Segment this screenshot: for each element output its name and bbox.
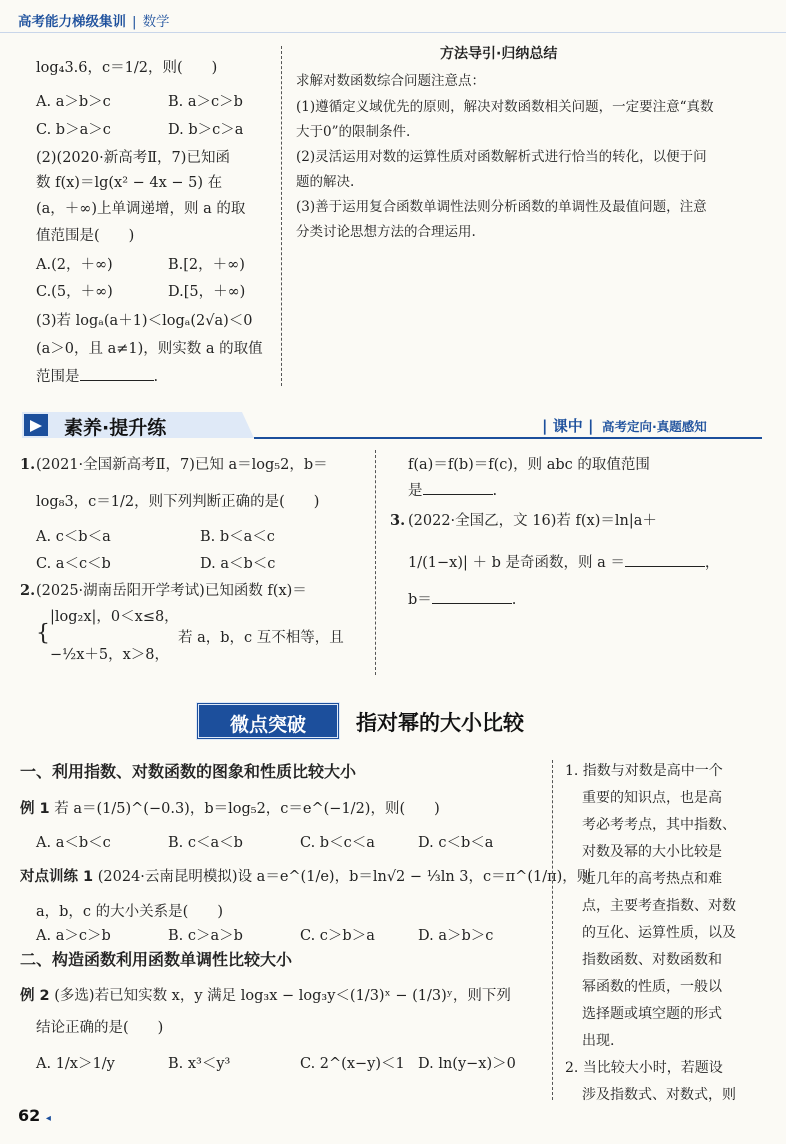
q2-line-1: (2025·湖南岳阳开学考试)已知函数 f(x)＝ <box>36 583 307 599</box>
page-header: 高考能力梯级集训 | 数学 <box>18 14 170 30</box>
q3-number: 3. <box>390 512 406 529</box>
lt-line-7: (a，＋∞)上单调递增，则 a 的取 <box>36 201 246 217</box>
example1 <box>20 799 440 819</box>
ex1-opt-b: B. c＜a＜b <box>168 835 243 851</box>
method-line-1: (1)遵循定义域优先的原则，解决对数函数相关问题，一定要注意“真数 <box>296 99 714 115</box>
lt-opt2-c: C.(5，＋∞) <box>36 284 113 300</box>
page-marker-icon: ◂ <box>45 1113 51 1124</box>
q3-line-3 <box>408 589 516 610</box>
page-number <box>18 1106 51 1125</box>
q1-opt-c: C. a＜c＜b <box>36 556 111 572</box>
column-divider-top <box>281 46 282 386</box>
q3-b-blank[interactable] <box>432 589 512 604</box>
method-line-4: 题的解决. <box>296 174 355 190</box>
ex1-opt-d: D. c＜b＜a <box>418 835 494 851</box>
q1-opt-d: D. a＜b＜c <box>200 556 276 572</box>
lt-line-8: 值范围是( ) <box>36 228 135 244</box>
side-note-10: 出现. <box>582 1033 615 1049</box>
q2-number: 2. <box>20 582 36 599</box>
q3-line-2 <box>408 552 719 573</box>
q1-line-1: (2021·全国新高考Ⅱ，7)已知 a＝log₅2，b＝ <box>36 457 328 473</box>
training1-label: 对点训练 1 <box>20 869 94 885</box>
lt-line-15 <box>36 366 158 387</box>
section1-heading: 一、利用指数、对数函数的图象和性质比较大小 <box>20 762 357 781</box>
side-note-3: 对数及幂的大小比较是 <box>582 844 722 860</box>
q2-line-2: 若 a，b，c 互不相等，且 <box>178 630 344 646</box>
q2-piece-1: |log₂x|，0＜x≤8， <box>50 609 179 625</box>
method-line-5: (3)善于运用复合函数单调性法则分析函数的单调性及最值问题，注意 <box>296 199 707 215</box>
side-note-4: 近几年的高考热点和难 <box>582 871 722 887</box>
lt-line-13: (3)若 logₐ(a＋1)＜logₐ(2√a)＜0 <box>36 313 253 329</box>
tr1-opt-c: C. c＞b＞a <box>300 928 375 944</box>
side-note-0: 1. 指数与对数是高中一个 <box>565 763 723 779</box>
lt-opt-d: D. b＞c＞a <box>168 122 244 138</box>
example2-text: (多选)若已知实数 x，y 满足 log₃x − log₃y＜(1/3)ˣ − (1/3)ʸ，则下列 <box>54 988 511 1004</box>
tr1-opt-b: B. c＞a＞b <box>168 928 243 944</box>
q3-period: . <box>511 592 517 608</box>
banner-tag-main-text: 课中 <box>552 417 583 435</box>
lt-opt-c: C. b＞a＞c <box>36 122 111 138</box>
tr1-opt-a: A. a＞c＞b <box>36 928 111 944</box>
training1 <box>20 867 591 887</box>
method-line-3: (2)灵活运用对数的运算性质对函数解析式进行恰当的转化，以便于问 <box>296 149 707 165</box>
lt-opt2-a: A.(2，＋∞) <box>36 257 113 273</box>
q2-shi: 是 <box>408 483 423 499</box>
subject-label: 数学 <box>142 14 170 30</box>
method-line-2: 大于0”的限制条件. <box>296 124 411 140</box>
ex1-opt-c: C. b＜c＜a <box>300 835 375 851</box>
side-note-8: 幂函数的性质，一般以 <box>582 979 722 995</box>
side-note-6: 的互化、运算性质，以及 <box>582 925 736 941</box>
micro-title: 指对幂的大小比较 <box>356 711 524 735</box>
method-title: 方法导引·归纳总结 <box>440 46 558 62</box>
q1-opt-b: B. b＜a＜c <box>200 529 275 545</box>
side-note-2: 考必考考点，其中指数、 <box>582 817 736 833</box>
column-divider-mid <box>375 450 376 675</box>
banner-tag-main: | 课中 | <box>542 417 594 435</box>
header-divider <box>0 32 786 33</box>
lt-period: . <box>153 369 159 385</box>
lt-line-14: (a＞0，且 a≠1)，则实数 a 的取值 <box>36 341 263 357</box>
ex2-opt-c: C. 2^(x−y)＜1 <box>300 1056 405 1072</box>
q3-comma: ， <box>704 555 720 571</box>
micro-badge <box>196 702 340 740</box>
method-line-0: 求解对数函数综合问题注意点： <box>296 73 485 89</box>
lt-line-5: (2)(2020·新高考Ⅱ，7)已知函 <box>36 150 230 166</box>
example1-label: 例 1 <box>20 801 50 817</box>
side-note-12: 涉及指数式、对数式，则 <box>582 1087 736 1103</box>
side-divider <box>552 760 553 1100</box>
side-note-1: 重要的知识点，也是高 <box>582 790 722 806</box>
q1-opt-a: A. c＜b＜a <box>36 529 111 545</box>
q3-text: 1/(1−x)| ＋ b 是奇函数，则 a ＝ <box>408 555 625 571</box>
q3-line-1: (2022·全国乙，文 16)若 f(x)＝ln|a＋ <box>408 513 657 529</box>
q2-cont-line-2 <box>408 480 497 501</box>
lt-range-label: 范围是 <box>36 369 80 385</box>
banner-title: 素养·提升练 <box>64 417 167 439</box>
piecewise-brace: { <box>36 621 50 646</box>
training1-line-2: a，b，c 的大小关系是( ) <box>36 904 223 920</box>
micro-badge-text: 微点突破 <box>229 714 306 736</box>
lt-line-0: log₄3.6，c＝1/2，则( ) <box>36 60 218 76</box>
lt-line-6: 数 f(x)＝lg(x² − 4x − 5) 在 <box>36 175 223 191</box>
book-title: 高考能力梯级集训 <box>18 14 126 30</box>
q2-piece-2: −½x＋5，x＞8， <box>50 647 170 663</box>
example2 <box>20 986 511 1006</box>
side-note-9: 选择题或填空题的形式 <box>582 1006 722 1022</box>
lt-opt2-d: D.[5，＋∞) <box>168 284 246 300</box>
side-note-5: 点，主要考查指数、对数 <box>582 898 736 914</box>
lt-opt-b: B. a＞c＞b <box>168 94 243 110</box>
lt-opt2-b: B.[2，＋∞) <box>168 257 245 273</box>
q2-answer-blank[interactable] <box>423 480 493 495</box>
banner-tag-sub: 高考定向·真题感知 <box>602 419 707 434</box>
answer-blank[interactable] <box>80 366 154 381</box>
ex2-opt-d: D. ln(y−x)＞0 <box>418 1056 516 1072</box>
q1-number: 1. <box>20 456 36 473</box>
q3-a-blank[interactable] <box>625 552 705 567</box>
side-note-11: 2. 当比较大小时，若题设 <box>565 1060 723 1076</box>
side-note-7: 指数函数、对数函数和 <box>582 952 722 968</box>
ex2-opt-a: A. 1/x＞1/y <box>36 1056 115 1072</box>
ex2-opt-b: B. x³＜y³ <box>168 1056 231 1072</box>
example2-line-2: 结论正确的是( ) <box>36 1020 164 1036</box>
q3-b-label: b＝ <box>408 592 432 608</box>
q2-period: . <box>492 483 498 499</box>
q1-line-2: log₈3，c＝1/2，则下列判断正确的是( ) <box>36 494 320 510</box>
page-number-text: 62 <box>18 1106 41 1125</box>
tr1-opt-d: D. a＞b＞c <box>418 928 494 944</box>
section-banner <box>22 410 762 440</box>
training1-text: (2024·云南昆明模拟)设 a＝e^(1/e)，b＝ln√2 − ⅓ln 3，c＝π^(1/π)，则 <box>97 869 592 885</box>
example2-label: 例 2 <box>20 988 50 1004</box>
example1-text: 若 a＝(1/5)^(−0.3)，b＝log₅2，c＝e^(−1/2)，则( ) <box>54 801 440 817</box>
section2-heading: 二、构造函数利用函数单调性比较大小 <box>20 950 293 969</box>
method-line-6: 分类讨论思想方法的合理运用. <box>296 224 476 240</box>
ex1-opt-a: A. a＜b＜c <box>36 835 111 851</box>
lt-opt-a: A. a＞b＞c <box>36 94 111 110</box>
q2-cont-line: f(a)＝f(b)＝f(c)，则 abc 的取值范围 <box>408 457 650 473</box>
